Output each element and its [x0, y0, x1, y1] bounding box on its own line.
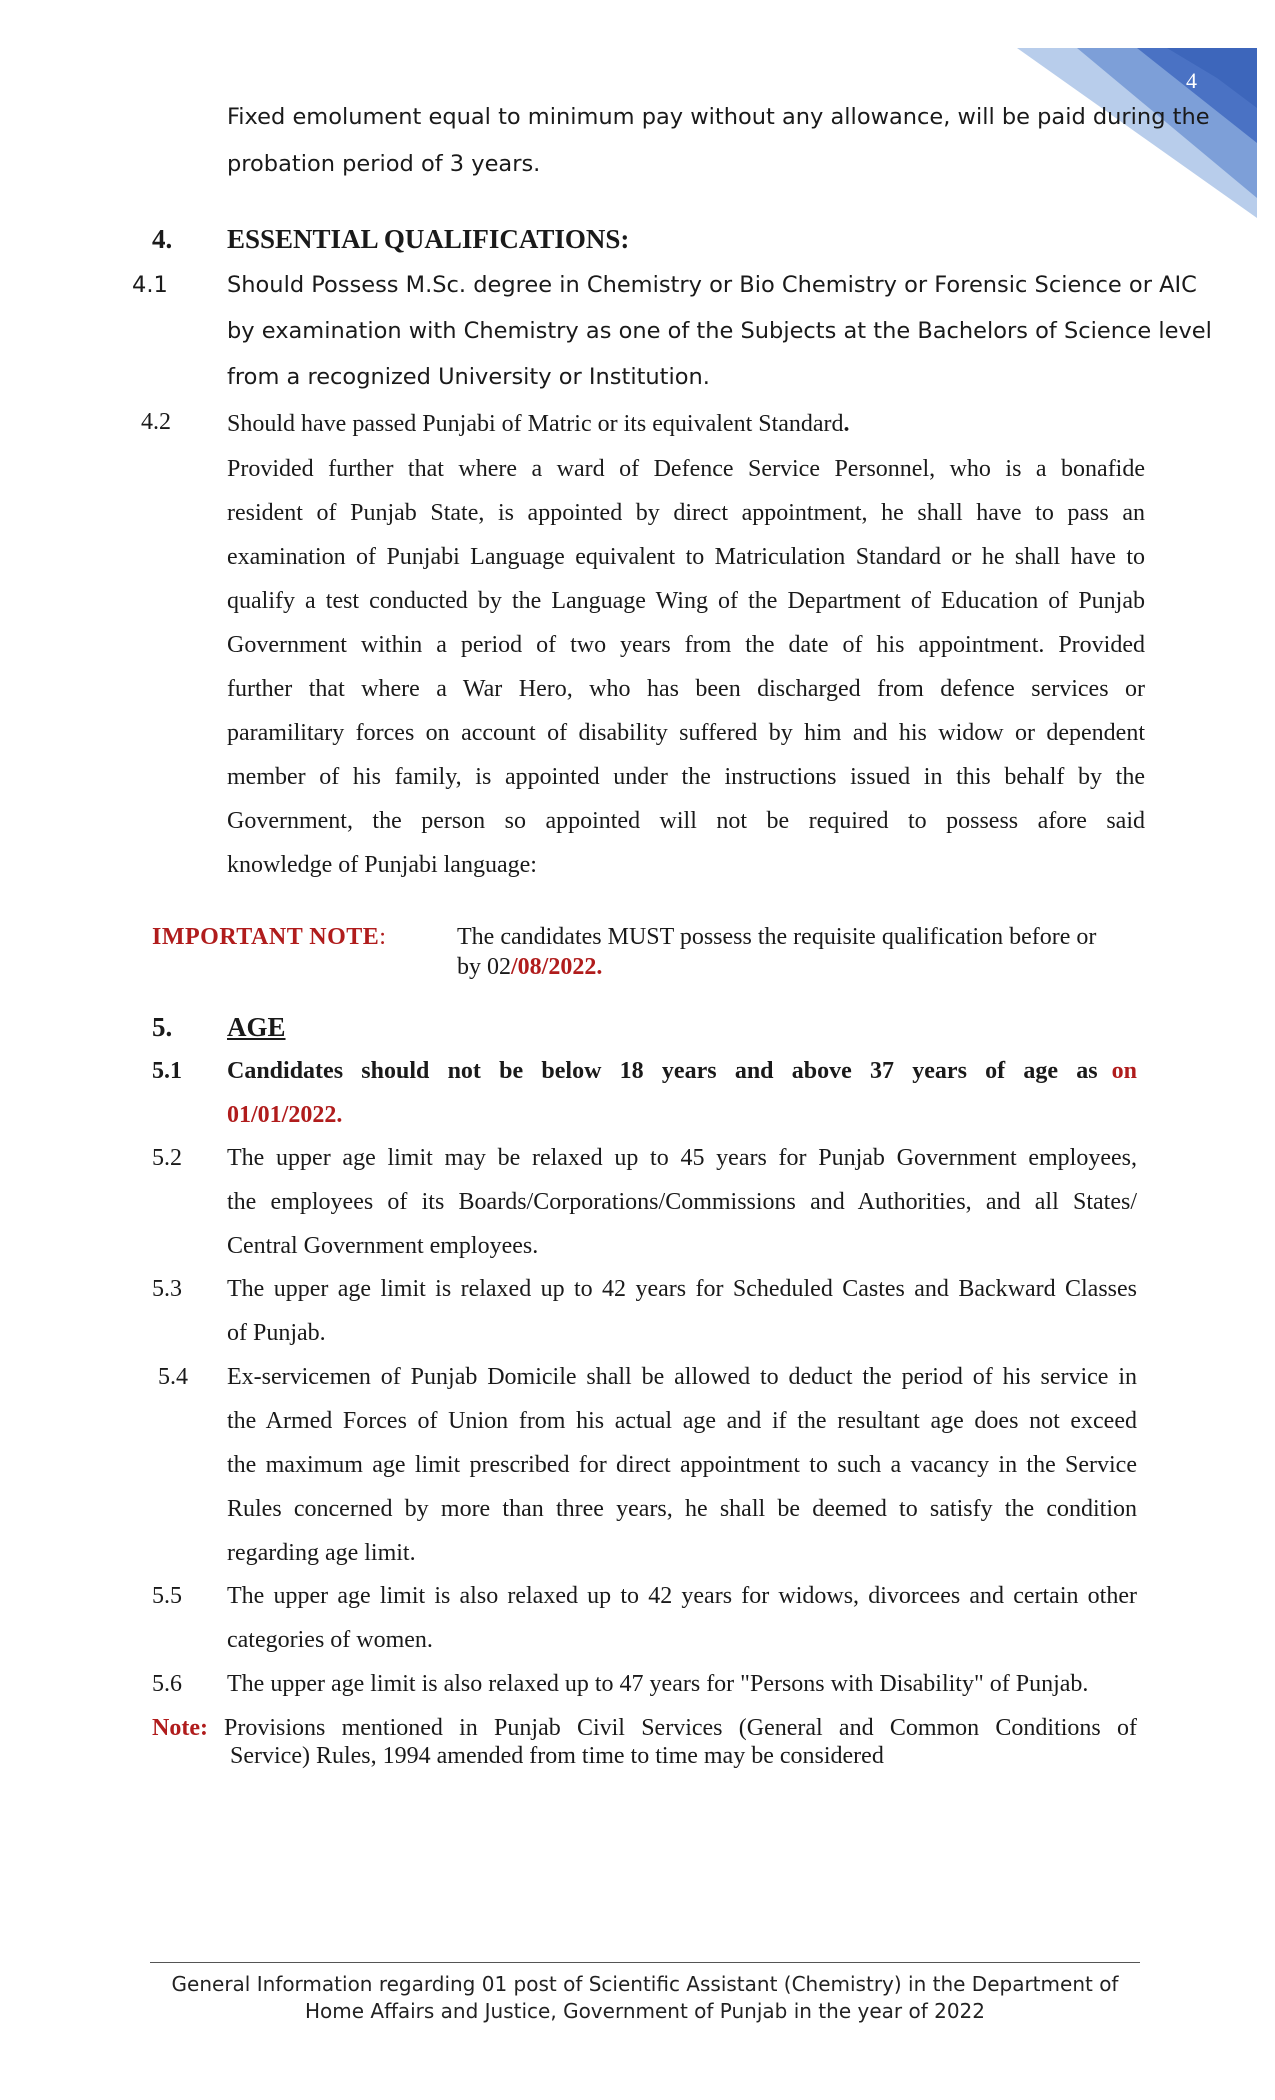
item-5-5-line: The upper age limit is also relaxed up to 42 years for widows, divorcees and certain other	[227, 1583, 1137, 1609]
footer-line-1: General Information regarding 01 post of Scientific Assistant (Chemistry) in the Department of	[171, 1972, 1119, 1996]
proviso-line: member of his family, is appointed under the instructions issued in this behalf by the	[227, 764, 1145, 790]
corner-decoration	[1017, 48, 1257, 218]
proviso-line: qualify a test conducted by the Language Wing of the Department of Education of Punjab	[227, 588, 1145, 614]
proviso-line: Government within a period of two years from the date of his appointment. Provided	[227, 632, 1145, 658]
proviso-line: further that where a War Hero, who has been discharged from defence services or	[227, 676, 1145, 702]
proviso-line: examination of Punjabi Language equivalent to Matriculation Standard or he shall have to	[227, 544, 1145, 570]
item-5-4-line: the Armed Forces of Union from his actual age and if the resultant age does not exceed	[227, 1408, 1137, 1434]
item-5-4-line: regarding age limit.	[227, 1540, 416, 1566]
page-number: 4	[1186, 68, 1197, 93]
section-4-title: ESSENTIAL QUALIFICATIONS:	[227, 224, 630, 254]
important-note-line-1: The candidates MUST possess the requisite qualification before or	[457, 924, 1097, 950]
important-note-label	[152, 924, 386, 951]
item-5-5-number: 5.5	[152, 1583, 182, 1609]
item-5-2-line: the employees of its Boards/Corporations/Commissions and Authorities, and all States/	[227, 1189, 1137, 1215]
item-5-1-text: Candidates should not be below 18 years and above 37 years of age as	[227, 1058, 1098, 1084]
footer-divider	[150, 1962, 1140, 1963]
item-4-1-line-1: Should Possess M.Sc. degree in Chemistry or Bio Chemistry or Forensic Science or AIC	[227, 272, 1197, 298]
item-4-2-period: .	[843, 411, 850, 437]
item-5-2-line: Central Government employees.	[227, 1233, 539, 1259]
item-5-4-line: the maximum age limit prescribed for direct appointment to such a vacancy in the Service	[227, 1452, 1137, 1478]
proviso-line: Government, the person so appointed will not be required to possess afore said	[227, 808, 1145, 834]
important-note-label-text: IMPORTANT NOTE	[152, 924, 380, 950]
important-note-colon: :	[379, 924, 387, 950]
item-5-4-line: Rules concerned by more than three years, he shall be deemed to satisfy the condition	[227, 1496, 1137, 1522]
item-4-2-line-1	[227, 411, 850, 438]
item-4-1-number: 4.1	[132, 272, 168, 298]
item-4-1-line-3: from a recognized University or Institution.	[227, 364, 710, 390]
item-5-3-number: 5.3	[152, 1276, 182, 1302]
item-5-2-line: The upper age limit may be relaxed up to 45 years for Punjab Government employees,	[227, 1145, 1137, 1171]
item-4-2-number: 4.2	[141, 409, 171, 435]
important-note-by: by 02	[457, 954, 511, 980]
section-5-number: 5.	[152, 1012, 173, 1042]
item-4-1-line-2: by examination with Chemistry as one of the Subjects at the Bachelors of Science level	[227, 318, 1212, 344]
proviso-line: Provided further that where a ward of Defence Service Personnel, who is a bonafide	[227, 456, 1145, 482]
item-5-1-line-1	[227, 1058, 1137, 1085]
intro-line-1: Fixed emolument equal to minimum pay without any allowance, will be paid during the	[227, 104, 1210, 130]
note-label: Note:	[152, 1715, 208, 1741]
item-5-4-line: Ex-servicemen of Punjab Domicile shall be allowed to deduct the period of his service in	[227, 1364, 1137, 1390]
item-5-1-date: 01/01/2022.	[227, 1102, 343, 1128]
item-5-1-on: on	[1111, 1058, 1137, 1084]
item-5-2-number: 5.2	[152, 1145, 182, 1171]
item-4-2-text: Should have passed Punjabi of Matric or its equivalent Standard	[227, 411, 844, 437]
item-5-1-number: 5.1	[152, 1058, 182, 1084]
proviso-line: paramilitary forces on account of disability suffered by him and his widow or dependent	[227, 720, 1145, 746]
item-5-5-line: categories of women.	[227, 1627, 433, 1653]
important-note-date: /08/2022.	[511, 954, 603, 980]
section-4-number: 4.	[152, 224, 173, 254]
note-line-2: Service) Rules, 1994 amended from time to time may be considered	[230, 1743, 884, 1769]
item-5-3-line: The upper age limit is relaxed up to 42 years for Scheduled Castes and Backward Classes	[227, 1276, 1137, 1302]
item-5-6-number: 5.6	[152, 1671, 182, 1697]
item-5-6-line: The upper age limit is also relaxed up to 47 years for "Persons with Disability" of Punjab.	[227, 1671, 1089, 1697]
section-5-title: AGE	[227, 1012, 286, 1042]
note-line-1: Provisions mentioned in Punjab Civil Services (General and Common Conditions of	[224, 1715, 1137, 1741]
footer-line-2: Home Affairs and Justice, Government of Punjab in the year of 2022	[304, 1999, 985, 2023]
proviso-line: knowledge of Punjabi language:	[227, 852, 537, 878]
important-note-line-2	[457, 954, 602, 981]
intro-line-2: probation period of 3 years.	[227, 151, 541, 177]
proviso-line: resident of Punjab State, is appointed by direct appointment, he shall have to pass an	[227, 500, 1145, 526]
item-5-3-line: of Punjab.	[227, 1320, 326, 1346]
item-5-4-number: 5.4	[158, 1364, 188, 1390]
